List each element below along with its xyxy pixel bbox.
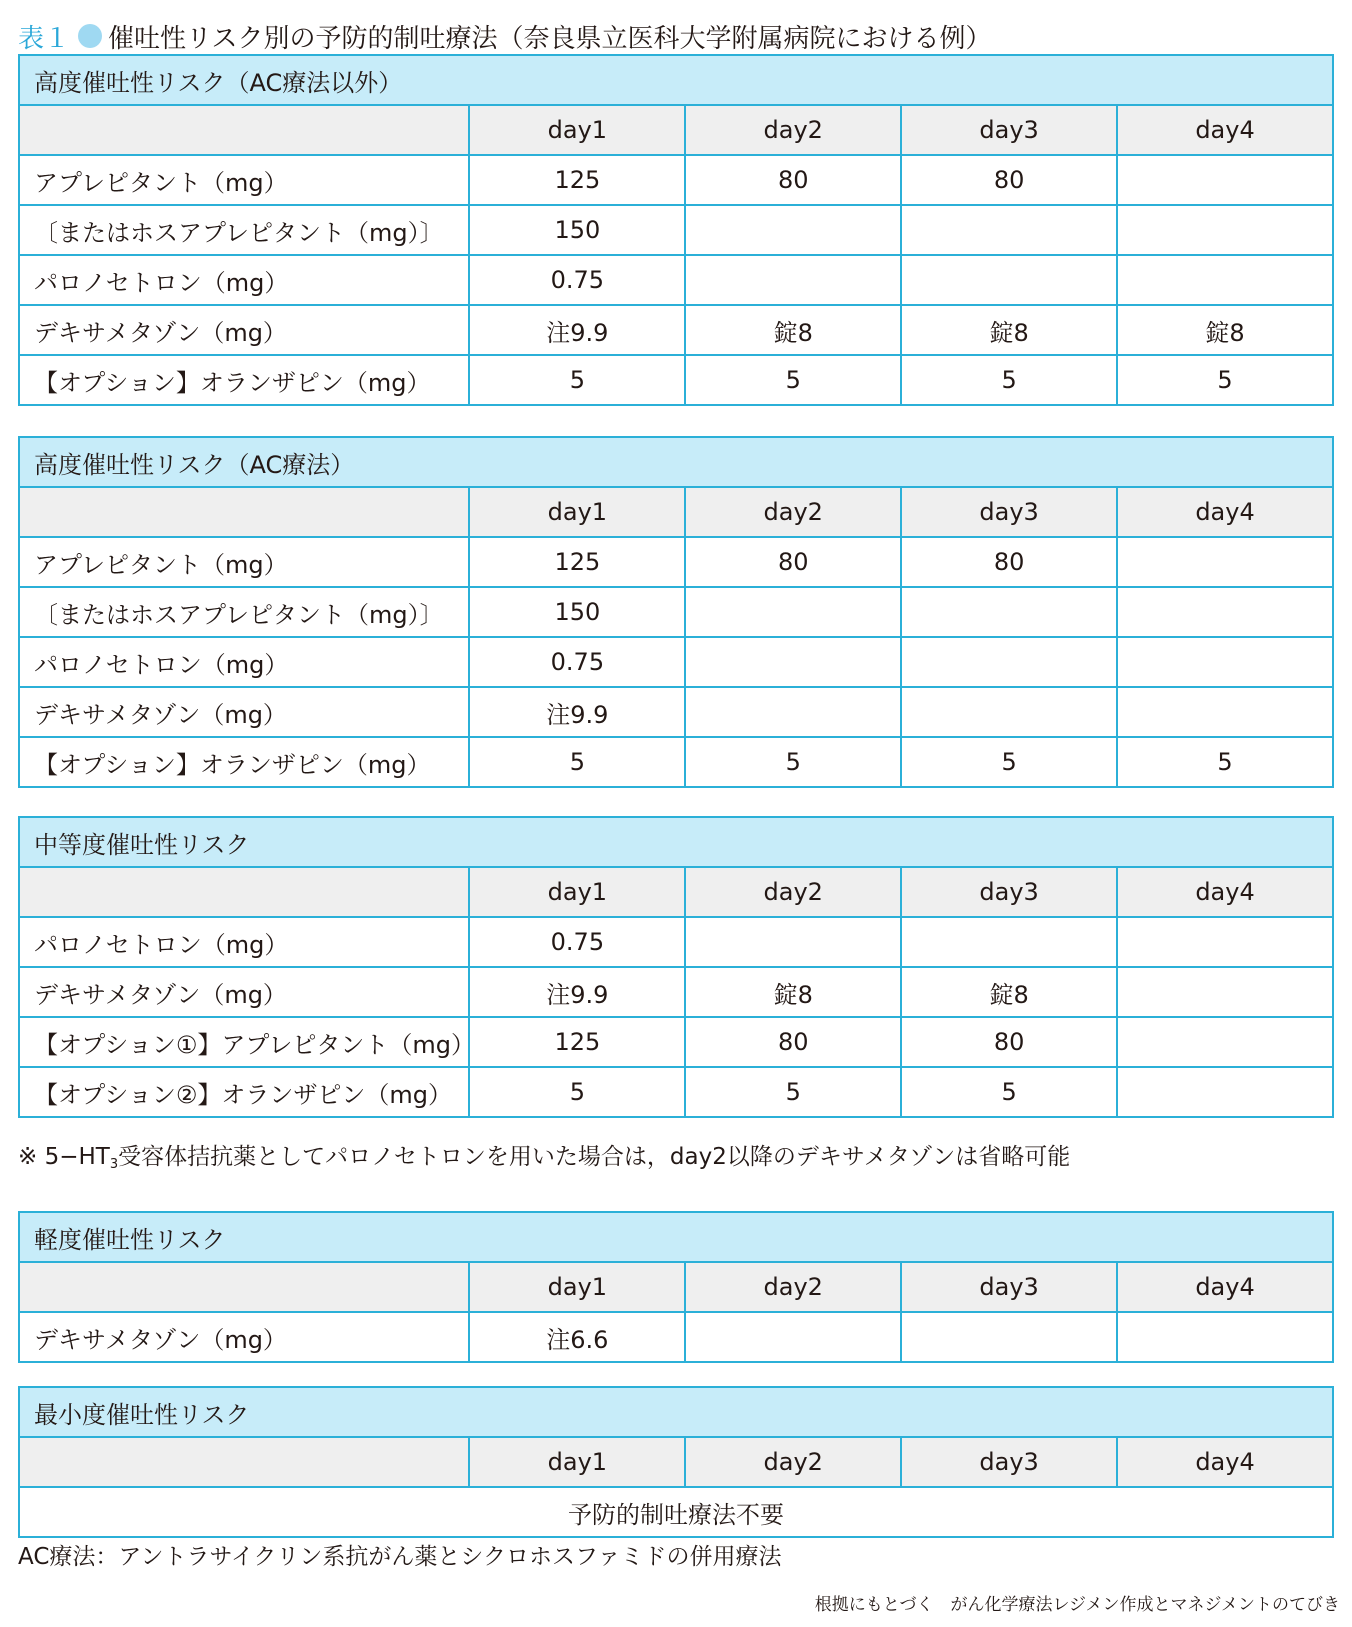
table-row: [19, 1487, 1333, 1537]
table-row: [19, 917, 1333, 967]
dose-cell: [685, 917, 901, 967]
day-header: day2: [685, 1262, 901, 1312]
dose-cell: 150: [469, 205, 685, 255]
dose-cell: 0.75: [469, 255, 685, 305]
dose-cell: 0.75: [469, 637, 685, 687]
table-row: [19, 1017, 1333, 1067]
drug-label: 【オプション】オランザピン（mg）: [19, 355, 469, 405]
drug-label: デキサメタゾン（mg）: [19, 305, 469, 355]
day-header-row: [19, 867, 1333, 917]
dose-cell: [1117, 587, 1333, 637]
dose-cell: 注9.9: [469, 687, 685, 737]
dose-cell: [685, 587, 901, 637]
dose-cell: 5: [469, 737, 685, 787]
drug-label: パロノセトロン（mg）: [19, 637, 469, 687]
dose-cell: 錠8: [685, 305, 901, 355]
dose-cell: 注9.9: [469, 967, 685, 1017]
header-blank-cell: [19, 867, 469, 917]
dose-cell: [901, 687, 1117, 737]
drug-label: デキサメタゾン（mg）: [19, 687, 469, 737]
dose-cell: 125: [469, 537, 685, 587]
dose-cell: [1117, 637, 1333, 687]
dose-cell: 80: [901, 155, 1117, 205]
dose-cell: [901, 255, 1117, 305]
drug-label: 【オプション】オランザピン（mg）: [19, 737, 469, 787]
dose-cell: 注9.9: [469, 305, 685, 355]
table-caption: [18, 14, 992, 58]
table-row: [19, 537, 1333, 587]
section-table-mild: [18, 1211, 1334, 1363]
dose-cell: 80: [685, 537, 901, 587]
dose-cell: 錠8: [901, 305, 1117, 355]
dose-cell: 5: [1117, 737, 1333, 787]
day-header-row: [19, 105, 1333, 155]
table-row: [19, 155, 1333, 205]
section-title: 軽度催吐性リスク: [19, 1212, 1333, 1262]
dose-cell: 0.75: [469, 917, 685, 967]
dose-cell: [1117, 917, 1333, 967]
circle-bullet-icon: [78, 24, 102, 48]
dose-cell: 5: [685, 1067, 901, 1117]
book-footer: 根拠にもとづく がん化学療法レジメン作成とマネジメントのてびき: [814, 1595, 1340, 1615]
dose-cell: 錠8: [901, 967, 1117, 1017]
section-table-high-ac: [18, 436, 1334, 788]
dose-cell: 5: [685, 737, 901, 787]
dose-cell: [1117, 1017, 1333, 1067]
day-header: day3: [901, 487, 1117, 537]
drug-label: アプレピタント（mg）: [19, 155, 469, 205]
table-row: [19, 967, 1333, 1017]
day-header: day2: [685, 105, 901, 155]
day-header-row: [19, 487, 1333, 537]
header-blank-cell: [19, 1437, 469, 1487]
day-header: day1: [469, 105, 685, 155]
dose-cell: [685, 205, 901, 255]
dose-cell: [685, 637, 901, 687]
dose-cell: 5: [469, 1067, 685, 1117]
day-header: day1: [469, 1437, 685, 1487]
table-row: [19, 355, 1333, 405]
day-header: day1: [469, 1262, 685, 1312]
section-table-minimal: [18, 1386, 1334, 1538]
dose-cell: [901, 637, 1117, 687]
dose-cell: [1117, 1067, 1333, 1117]
dose-cell: 5: [901, 737, 1117, 787]
footnote-text: 受容体拮抗薬としてパロノセトロンを用いた場合は，day2以降のデキサメタゾンは省略可能: [118, 1144, 1071, 1170]
drug-label: 【オプション②】オランザピン（mg）: [19, 1067, 469, 1117]
dose-cell: [1117, 205, 1333, 255]
dose-cell: 5: [901, 355, 1117, 405]
dose-cell: [1117, 255, 1333, 305]
day-header: day2: [685, 1437, 901, 1487]
day-header: day3: [901, 1262, 1117, 1312]
dose-cell: 錠8: [685, 967, 901, 1017]
dose-cell: [685, 687, 901, 737]
drug-label: パロノセトロン（mg）: [19, 255, 469, 305]
header-blank-cell: [19, 105, 469, 155]
section-table-moderate: [18, 816, 1334, 1118]
dose-cell: [901, 917, 1117, 967]
dose-cell: 80: [901, 537, 1117, 587]
table-row: [19, 687, 1333, 737]
dose-cell: 5: [685, 355, 901, 405]
dose-cell: 150: [469, 587, 685, 637]
table-number: 表１: [18, 23, 71, 54]
day-header-row: [19, 1437, 1333, 1487]
drug-label: 〔またはホスアプレピタント（mg）〕: [19, 587, 469, 637]
dose-cell: 注6.6: [469, 1312, 685, 1362]
table-title: 催吐性リスク別の予防的制吐療法（奈良県立医科大学附属病院における例）: [108, 23, 992, 54]
dose-cell: 5: [901, 1067, 1117, 1117]
no-prophylaxis-cell: 予防的制吐療法不要: [19, 1487, 1333, 1537]
section-title: 最小度催吐性リスク: [19, 1387, 1333, 1437]
dose-cell: 5: [469, 355, 685, 405]
dose-cell: [1117, 967, 1333, 1017]
day-header: day3: [901, 1437, 1117, 1487]
day-header: day4: [1117, 867, 1333, 917]
footnote-5ht3: [18, 1138, 1070, 1172]
dose-cell: [1117, 1312, 1333, 1362]
dose-cell: [685, 1312, 901, 1362]
day-header: day2: [685, 487, 901, 537]
drug-label: デキサメタゾン（mg）: [19, 1312, 469, 1362]
dose-cell: [901, 587, 1117, 637]
dose-cell: 錠8: [1117, 305, 1333, 355]
ac-therapy-note: AC療法：アントラサイクリン系抗がん薬とシクロホスファミドの併用療法: [18, 1544, 782, 1570]
section-title: 高度催吐性リスク（AC療法以外）: [19, 55, 1333, 105]
section-table-high-non-ac: [18, 54, 1334, 406]
section-title: 中等度催吐性リスク: [19, 817, 1333, 867]
day-header: day4: [1117, 105, 1333, 155]
day-header-row: [19, 1262, 1333, 1312]
day-header: day1: [469, 487, 685, 537]
day-header: day3: [901, 867, 1117, 917]
drug-label: デキサメタゾン（mg）: [19, 967, 469, 1017]
dose-cell: 125: [469, 155, 685, 205]
day-header: day4: [1117, 1262, 1333, 1312]
dose-cell: 5: [1117, 355, 1333, 405]
drug-label: 【オプション①】アプレピタント（mg）: [19, 1017, 469, 1067]
dose-cell: 80: [901, 1017, 1117, 1067]
table-row: [19, 205, 1333, 255]
day-header: day3: [901, 105, 1117, 155]
dose-cell: 80: [685, 155, 901, 205]
table-row: [19, 305, 1333, 355]
dose-cell: 80: [685, 1017, 901, 1067]
table-row: [19, 1067, 1333, 1117]
drug-label: アプレピタント（mg）: [19, 537, 469, 587]
table-row: [19, 637, 1333, 687]
dose-cell: [685, 255, 901, 305]
header-blank-cell: [19, 487, 469, 537]
dose-cell: [1117, 687, 1333, 737]
table-row: [19, 1312, 1333, 1362]
drug-label: 〔またはホスアプレピタント（mg）〕: [19, 205, 469, 255]
dose-cell: [901, 1312, 1117, 1362]
dose-cell: 125: [469, 1017, 685, 1067]
table-row: [19, 587, 1333, 637]
dose-cell: [1117, 155, 1333, 205]
table-row: [19, 737, 1333, 787]
section-title: 高度催吐性リスク（AC療法）: [19, 437, 1333, 487]
day-header: day4: [1117, 1437, 1333, 1487]
drug-label: パロノセトロン（mg）: [19, 917, 469, 967]
day-header: day4: [1117, 487, 1333, 537]
table-row: [19, 255, 1333, 305]
day-header: day1: [469, 867, 685, 917]
dose-cell: [901, 205, 1117, 255]
dose-cell: [1117, 537, 1333, 587]
header-blank-cell: [19, 1262, 469, 1312]
day-header: day2: [685, 867, 901, 917]
footnote-subscript: 3: [109, 1157, 119, 1172]
footnote-prefix: ※ 5−HT: [18, 1144, 110, 1170]
